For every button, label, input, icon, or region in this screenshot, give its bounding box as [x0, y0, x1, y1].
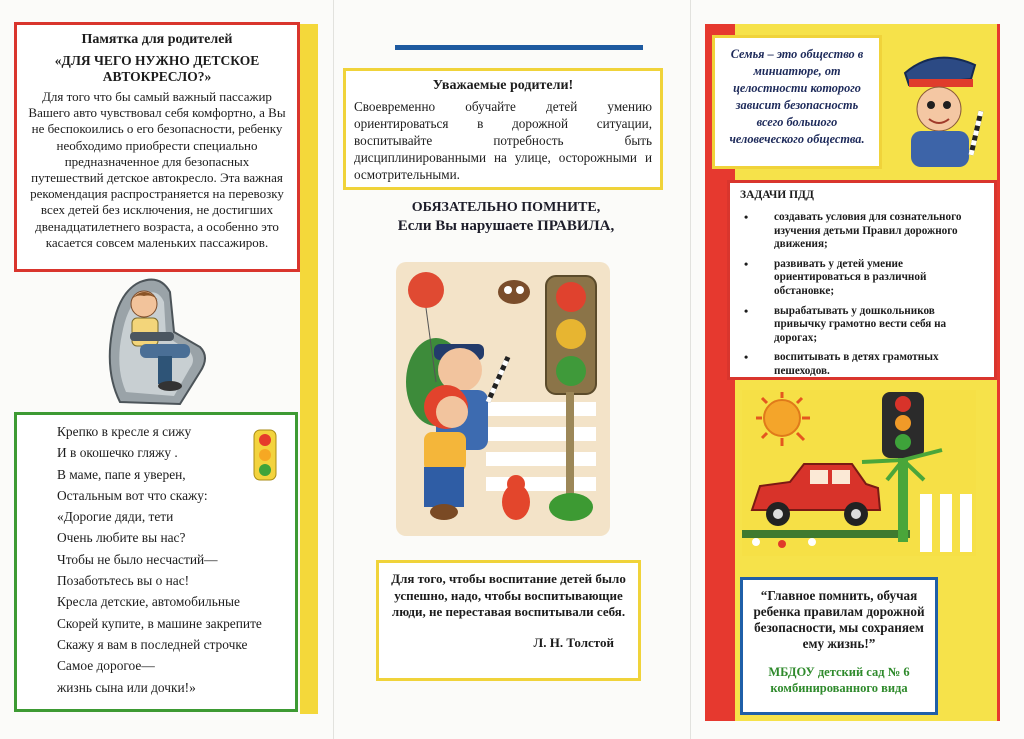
task-item: • создавать условия для сознательного изучения детьми Правил дорожного движения; [740, 211, 984, 252]
dear-parents-box [343, 68, 663, 190]
tolstoy-quote: Для того, чтобы воспитание детей было успешно, надо, чтобы воспитывающие люди, не переставая воспитывали себя. [391, 571, 626, 619]
traffic-light-scene [396, 262, 610, 536]
tolstoy-quote-box [376, 560, 641, 681]
child-car-seat-icon [100, 272, 220, 412]
poem-line: Позаботьтесь вы о нас! [57, 573, 190, 589]
memo-box [14, 22, 300, 272]
task-item: • развивать у детей умение ориентироваться в различной обстановке; [740, 258, 984, 299]
fold-line-right [690, 0, 691, 739]
poem-line: Остальным вот что скажу: [57, 487, 208, 503]
remember-line-2: Если Вы нарушаете ПРАВИЛА, [397, 218, 615, 234]
org-name-line-1: МБДОУ детский сад № 6 [768, 665, 910, 679]
poem-line: Чтобы не было несчастий— [57, 551, 218, 567]
poem-line: Самое дорогое— [57, 658, 155, 674]
main-quote: “Главное помнить, обучая ребенка правилам дорожной безопасности, мы сохраняем ему жизнь!” [753, 588, 925, 651]
car-sun-traffic-light-scene [742, 390, 976, 556]
tasks-box [727, 180, 997, 380]
poem-line: жизнь сына или дочки!» [57, 679, 196, 695]
poem-line: «Дорогие дяди, тети [57, 509, 174, 525]
task-item: • вырабатывать у дошкольников привычку грамотно вести себя на дорогах; [740, 305, 984, 346]
blue-divider [395, 45, 643, 50]
yellow-strip [300, 24, 318, 714]
poem-line: Крепко в кресле я сижу [57, 424, 192, 439]
family-quote-box [712, 35, 882, 169]
poem-line: В маме, папе я уверен, [57, 466, 186, 482]
remember-line-1: ОБЯЗАТЕЛЬНО ПОМНИТЕ, [411, 200, 601, 215]
dear-parents-title: Уважаемые родители! [432, 78, 574, 93]
traffic-light-icon [250, 428, 280, 484]
memo-body: Для того что бы самый важный пассажир Вашего авто чувствовал себя комфортно, а Вы не беспокоились о его безопасности, ребенку необходимо приобрести специально предназначенное для безопасных путешествий детское автокресло. Эта важная рекомендация распространяется на перевозку всех детей без исключения, не достигших двенадцатилетнего возраста, а особенно это касается совсем маленьких пассажиров. [28, 89, 286, 250]
task-item: • воспитывать в детях грамотных пешеходов. [740, 351, 984, 378]
poem-line: И в окошечко гляжу . [57, 445, 178, 461]
poem-line: Очень любите вы нас? [57, 530, 186, 546]
tolstoy-author: Л. Н. Толстой [533, 634, 614, 650]
family-quote: Семья – это общество в миниатюре, от целостности которого зависит безопасность всего большого человеческого общества. [729, 47, 865, 146]
poem-line: Скорей купите, в машине закрепите [57, 615, 262, 631]
tasks-title: ЗАДАЧИ ПДД [740, 189, 814, 201]
poem-line: Кресла детские, автомобильные [57, 594, 240, 610]
fold-line-left [333, 0, 334, 739]
dear-parents-body: Своевременно обучайте детей умению ориентироваться в дорожной ситуации, воспитывайте потребность быть дисциплинированными на улице, осторожными и осмотрительными. [354, 99, 652, 182]
memo-title: Памятка для родителей [81, 32, 233, 47]
main-quote-box [740, 577, 938, 715]
org-name-line-2: комбинированного вида [770, 681, 908, 695]
policeman-icon [895, 45, 995, 170]
tasks-list [740, 211, 984, 379]
memo-subtitle: «ДЛЯ ЧЕГО НУЖНО ДЕТСКОЕ АВТОКРЕСЛО?» [54, 53, 260, 84]
poem-line: Скажу я вам в последней строчке [57, 636, 248, 652]
remember-heading [350, 199, 662, 235]
